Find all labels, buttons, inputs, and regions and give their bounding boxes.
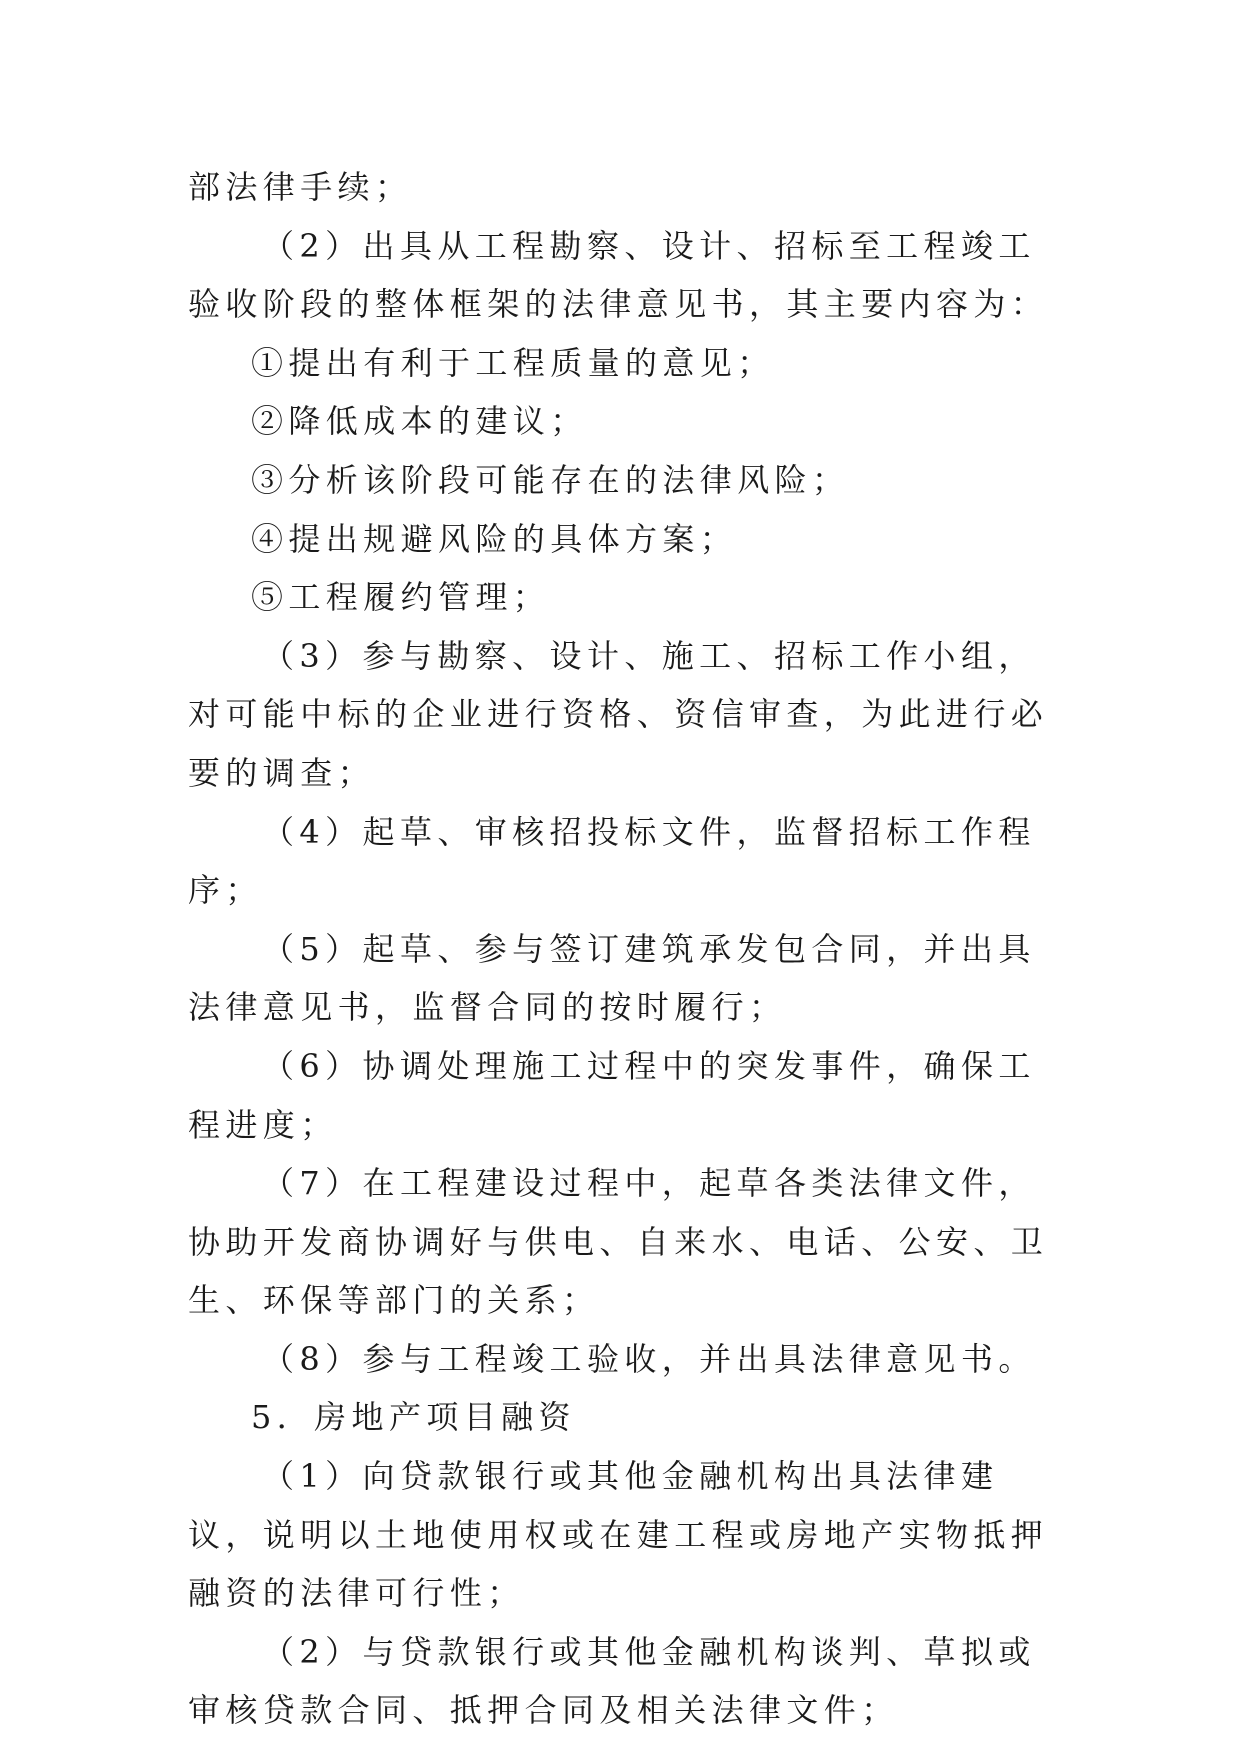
sub-item-4: ④提出规避风险的具体方案； [251, 519, 738, 558]
paragraph-continuation: 部法律手续； [188, 168, 413, 206]
sub-item-5: ⑤工程履约管理； [251, 578, 551, 617]
section-heading-5: 5．房地产项目融资 [251, 1398, 576, 1437]
list-item-6: （6）协调处理施工过程中的突发事件，确保工程进度； [188, 1046, 1036, 1144]
financing-item-2: （2）与贷款银行或其他金融机构谈判、草拟或审核贷款合同、抵押合同及相关法律文件； [188, 1632, 1036, 1730]
list-item-5: （5）起草、参与签订建筑承发包合同，并出具法律意见书，监督合同的按时履行； [188, 929, 1036, 1027]
financing-item-1: （1）向贷款银行或其他金融机构出具法律建议，说明以土地使用权或在建工程或房地产实物抵押融资的法律可行性； [188, 1457, 1049, 1613]
sub-item-3: ③分析该阶段可能存在的法律风险； [251, 460, 850, 499]
list-item-3: （3）参与勘察、设计、施工、招标工作小组，对可能中标的企业进行资格、资信审查，为此进行必要的调查； [188, 636, 1049, 792]
list-item-4: （4）起草、审核招投标文件，监督招标工作程序； [188, 812, 1036, 910]
sub-item-1: ①提出有利于工程质量的意见； [251, 343, 775, 382]
list-item-2: （2）出具从工程勘察、设计、招标至工程竣工验收阶段的整体框架的法律意见书，其主要内容为： [188, 226, 1049, 324]
list-item-7: （7）在工程建设过程中，起草各类法律文件，协助开发商协调好与供电、自来水、电话、公安、卫生、环保等部门的关系； [188, 1164, 1049, 1320]
list-item-8: （8）参与工程竣工验收，并出具法律意见书。 [262, 1339, 1036, 1378]
document-body [188, 158, 1068, 1740]
sub-item-2: ②降低成本的建议； [251, 402, 588, 441]
